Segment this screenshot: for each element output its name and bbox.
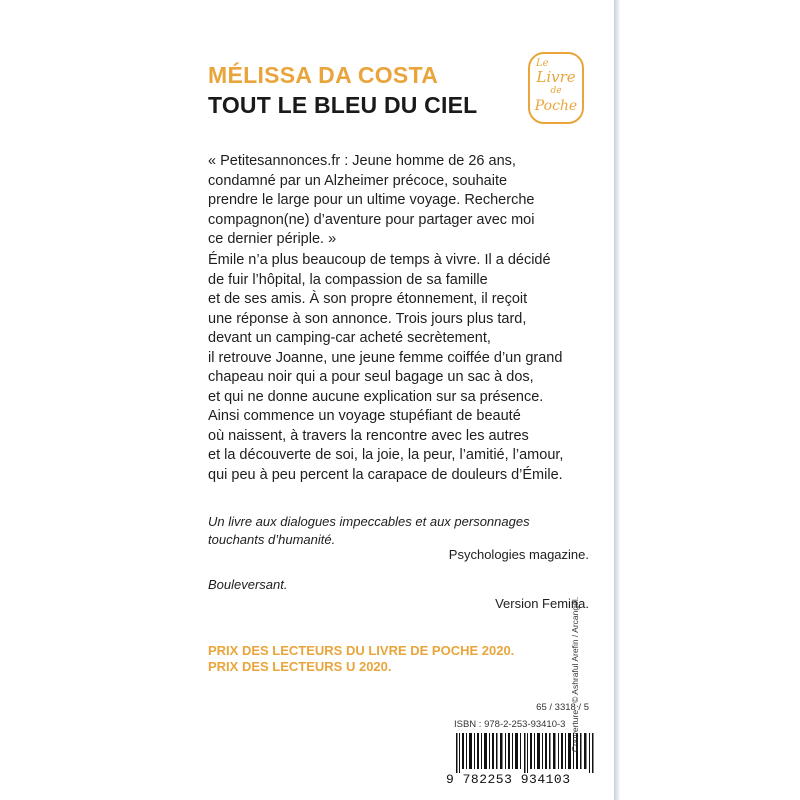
isbn-number: ISBN : 978-2-253-93410-3 [454,719,566,730]
catalog-code: 65 / 3318 / 5 [536,702,589,713]
prize-line-1: PRIX DES LECTEURS DU LIVRE DE POCHE 2020. [208,643,515,658]
review-source-2: Version Femina. [495,596,589,611]
synopsis-line: chapeau noir qui a pour seul bagage un sac à dos, [208,369,534,385]
cover-credit: Couverture : © Ashraful Arefin / Arcangel. [570,596,580,752]
review-quote-1 [208,513,608,549]
book-title: TOUT LE BLEU DU CIEL [208,92,478,118]
synopsis-line: Émile n’a plus beaucoup de temps à vivre. Il a décidé [208,252,551,268]
synopsis-block [208,251,588,485]
synopsis-line: et de ses amis. À son propre étonnement, il reçoit [208,291,528,307]
livre-de-poche-logo [528,52,584,124]
quote-line: ce dernier périple. » [208,231,337,247]
synopsis-line: il retrouve Joanne, une jeune femme coiffée d’un grand [208,349,563,366]
quote-line: condamné par un Alzheimer précoce, souhaite [208,172,508,189]
synopsis-line: devant un camping-car acheté secrètement, [208,330,491,346]
review-source-1: Psychologies magazine. [448,547,589,562]
synopsis-line: où naissent, à travers la rencontre avec les autres [208,427,529,444]
author-name: MÉLISSA DA COSTA [208,62,439,88]
synopsis-line: une réponse à son annonce. Trois jours plus tard, [208,310,527,327]
synopsis-line: et la découverte de soi, la joie, la peur, l’amitié, l’amour, [208,447,564,463]
review-line: touchants d’humanité. [208,532,336,547]
cover-edge-shadow [614,0,620,800]
synopsis-line: qui peu à peu percent la carapace de douleurs d’Émile. [208,466,563,483]
synopsis-line: et qui ne donne aucune explication sur sa présence. [208,388,544,405]
quote-line: « Petitesannonces.fr : Jeune homme de 26 ans, [208,153,516,169]
logo-text-de: de [550,86,562,96]
logo-text-poche: Poche [534,98,578,114]
prize-line-2: PRIX DES LECTEURS U 2020. [208,659,392,674]
review-quote-2: Bouleversant. [208,577,288,592]
left-margin [0,0,184,800]
quote-block [208,152,588,250]
quote-line: compagnon(ne) d’aventure pour partager avec moi [208,211,535,228]
logo-text-le: Le [536,58,549,69]
review-line: Un livre aux dialogues impeccables et aux personnages [208,514,530,529]
barcode-digits: 9 782253 934103 [446,772,571,787]
synopsis-line: de fuir l’hôpital, la compassion de sa famille [208,271,488,288]
logo-text-livre: Livre [536,68,576,86]
quote-line: prendre le large pour un ultime voyage. Recherche [208,192,535,208]
book-back-cover [184,0,616,800]
synopsis-line: Ainsi commence un voyage stupéfiant de beauté [208,408,521,424]
